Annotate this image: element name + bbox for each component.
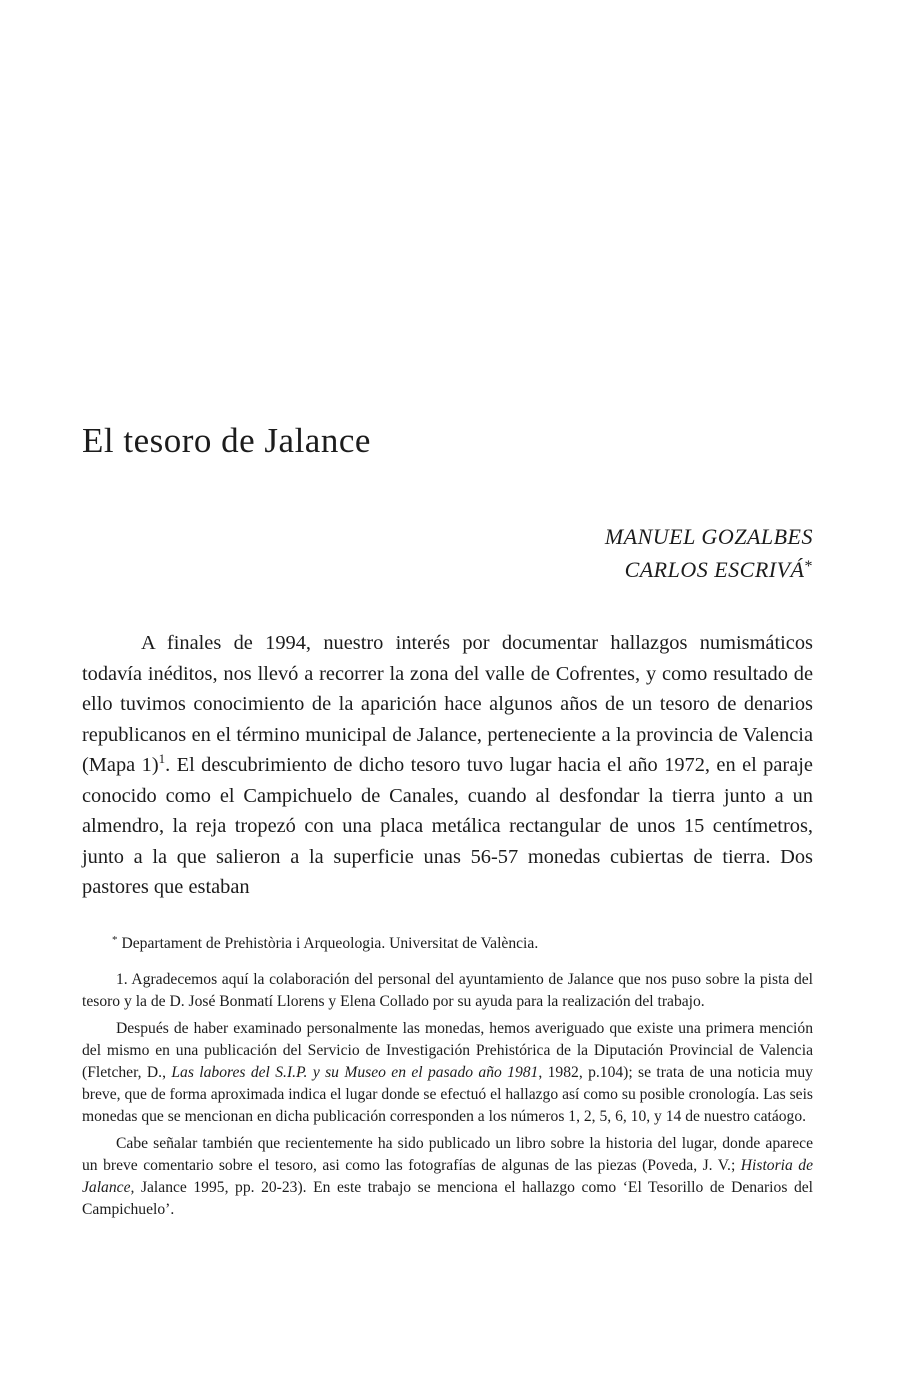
affiliation-footnote: [82, 930, 813, 955]
citation-title: Historia de Jalance,: [82, 1157, 813, 1196]
footnote-paragraph: [82, 1133, 813, 1220]
author-name-text: CARLOS ESCRIVÁ: [624, 557, 805, 582]
affiliation-footnote-marker: *: [112, 934, 118, 946]
footnote-paragraph: 1. Agradecemos aquí la colaboración del personal del ayuntamiento de Jalance que nos puso sobre la pista del tesoro y la de D. José Bonmatí Llorens y Elena Collado por su ayuda para la realización del trabajo.: [82, 970, 813, 1010]
affiliation-text: Departament de Prehistòria i Arqueologia. Universitat de València.: [121, 935, 539, 952]
citation-title: Las labores del S.I.P. y su Museo en el pasado año 1981: [171, 1063, 539, 1081]
body-text-part: . El descubrimiento de dicho tesoro tuvo lugar hacia el año 1972, en el paraje conocido como el Campichuelo de Canales, cuando al desfondar la tierra junto a un almendro, la reja tropezó con una placa metálica rectangular de unos 15 centímetros, junto a la que salieron a la superficie unas 56-57 monedas cubiertas de tierra. Dos pastores que estaban: [82, 754, 813, 898]
body-paragraph: [82, 628, 813, 903]
footnote-text: Después de haber examinado personalmente las monedas, hemos averiguado que existe una primera mención del mismo en una publicación del Servicio de Investigación Prehistórica de la Diputación Provincial de Valencia (Fletcher, D.,: [82, 1020, 813, 1081]
footnote-text: Cabe señalar también que recientemente ha sido publicado un libro sobre la historia del lugar, donde aparece un breve comentario sobre el tesoro, asi como las fotografías de algunas de las piezas (Poveda, J. V.;: [82, 1135, 813, 1175]
footnote-paragraph: [82, 1018, 813, 1127]
article-title: El tesoro de Jalance: [82, 421, 371, 460]
paper-page: [82, 0, 813, 1387]
footnote-reference[interactable]: 1: [158, 751, 166, 766]
author-name: MANUEL GOZALBES: [604, 524, 813, 549]
footnote-text: Jalance 1995, pp. 20-23). En este trabajo se menciona el hallazgo como ‘El Tesorillo de Denarios del Campichuelo’.: [82, 1178, 813, 1218]
footnote-text: , 1982, p.104); se trata de una noticia muy breve, que de forma aproximada indica el lugar donde se efectuó el hallazgo así como su posible cronología. Las seis monedas que se mencionan en dicha publicación corresponden a los números 1, 2, 5, 6, 10, y 14 de nuestro catáogo.: [82, 1063, 813, 1125]
footnotes-section: [82, 930, 813, 1227]
author-block: [605, 522, 813, 585]
author-name: [605, 552, 813, 585]
body-text-part: A finales de 1994, nuestro interés por documentar hallazgos numismáticos todavía inéditos, nos llevó a recorrer la zona del valle de Cofrentes, y como resultado de ello tuvimos conocimiento de la aparición hace algunos años de un tesoro de denarios republicanos en el término municipal de Jalance, perteneciente a la provincia de Valencia (Mapa 1): [82, 632, 813, 776]
affiliation-marker: *: [804, 558, 813, 575]
